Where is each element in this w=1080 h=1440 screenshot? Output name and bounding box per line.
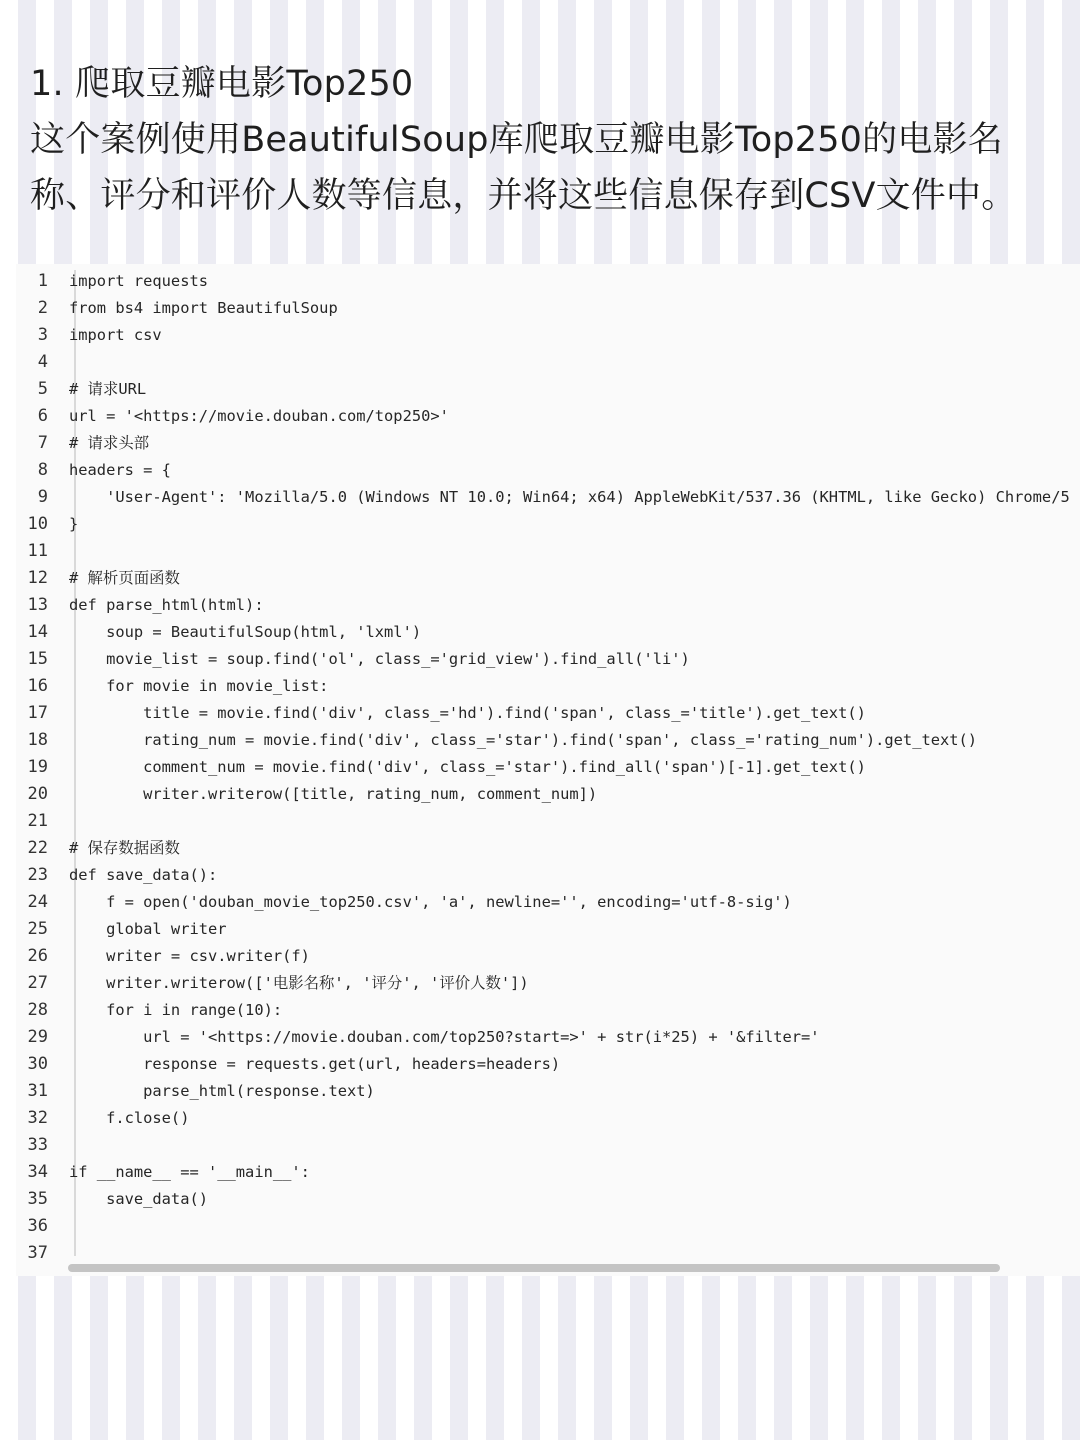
code-text: parse_html(response.text) [69,1082,375,1100]
line-number: 3 [37,325,48,345]
code-line [16,349,1080,376]
code-line [16,1213,1080,1240]
code-text: def save_data(): [69,866,218,884]
code-text: writer = csv.writer(f) [69,947,310,965]
code-text: writer.writerow([title, rating_num, comment_num]) [69,785,598,803]
line-number: 22 [27,838,48,858]
code-text: rating_num = movie.find('div', class_='star').find('span', class_='rating_num').get_text() [69,731,978,749]
code-text: soup = BeautifulSoup(html, 'lxml') [69,623,422,641]
code-line [16,1024,1080,1051]
code-line [16,862,1080,889]
line-number: 28 [27,1000,48,1020]
code-text: import csv [69,326,162,344]
line-number: 8 [37,460,48,480]
code-line [16,646,1080,673]
line-number: 15 [27,649,48,669]
line-number: 5 [37,379,48,399]
code-text: f.close() [69,1109,190,1127]
code-text: response = requests.get(url, headers=headers) [69,1055,561,1073]
scrollbar-thumb[interactable] [68,1264,1000,1272]
code-text: import requests [69,272,208,290]
line-number: 31 [27,1081,48,1101]
code-line [16,1159,1080,1186]
code-line [16,430,1080,457]
description-line-1: 这个案例使用BeautifulSoup库爬取豆瓣电影Top250的电影名 [30,120,1003,160]
line-number: 6 [37,406,48,426]
code-text: # 请求头部 [69,434,150,452]
code-line [16,403,1080,430]
code-text: # 解析页面函数 [69,569,180,587]
code-text: f = open('douban_movie_top250.csv', 'a', newline='', encoding='utf-8-sig') [69,893,792,911]
line-number: 26 [27,946,48,966]
code-text: url = '<https://movie.douban.com/top250?start=>' + str(i*25) + '&filter=' [69,1028,820,1046]
code-line [16,673,1080,700]
description-line-2: 称、评分和评价人数等信息，并将这些信息保存到CSV文件中。 [30,176,1017,216]
code-text: from bs4 import BeautifulSoup [69,299,338,317]
code-line [16,1051,1080,1078]
code-text: if __name__ == '__main__': [69,1163,310,1181]
code-text: 'User-Agent': 'Mozilla/5.0 (Windows NT 10.0; Win64; x64) AppleWebKit/537.36 (KHTML, like Gecko) Chrome/5 [69,488,1070,506]
code-text: for i in range(10): [69,1001,283,1019]
code-line [16,322,1080,349]
code-line [16,538,1080,565]
code-line [16,268,1080,295]
line-number: 30 [27,1054,48,1074]
code-line [16,511,1080,538]
code-text: # 请求URL [69,380,147,398]
line-number: 20 [27,784,48,804]
line-number: 19 [27,757,48,777]
line-number: 24 [27,892,48,912]
code-text: writer.writerow(['电影名称', '评分', '评价人数']) [69,974,529,992]
horizontal-scrollbar[interactable] [68,1264,1008,1274]
code-line [16,916,1080,943]
line-number: 10 [27,514,48,534]
code-text: headers = { [69,461,171,479]
code-line [16,457,1080,484]
code-line [16,619,1080,646]
code-text: def parse_html(html): [69,596,264,614]
code-line [16,1240,1080,1267]
line-number: 34 [27,1162,48,1182]
code-line [16,781,1080,808]
code-text: } [69,515,79,533]
code-text: movie_list = soup.find('ol', class_='grid_view').find_all('li') [69,650,690,668]
code-line [16,808,1080,835]
code-text: for movie in movie_list: [69,677,329,695]
code-line [16,1078,1080,1105]
code-line [16,565,1080,592]
code-line [16,754,1080,781]
line-number: 2 [37,298,48,318]
code-text: title = movie.find('div', class_='hd').find('span', class_='title').get_text() [69,704,866,722]
code-line [16,1132,1080,1159]
line-number: 11 [27,541,48,561]
line-number: 14 [27,622,48,642]
line-number: 33 [27,1135,48,1155]
code-text: save_data() [69,1190,208,1208]
line-number: 36 [27,1216,48,1236]
code-text: # 保存数据函数 [69,839,180,857]
code-line [16,835,1080,862]
code-line [16,997,1080,1024]
line-number: 21 [27,811,48,831]
line-number: 35 [27,1189,48,1209]
code-text: global writer [69,920,227,938]
line-number: 18 [27,730,48,750]
line-number: 13 [27,595,48,615]
line-number: 25 [27,919,48,939]
code-line [16,1186,1080,1213]
line-number: 27 [27,973,48,993]
code-line [16,889,1080,916]
code-line [16,727,1080,754]
line-number: 9 [37,487,48,507]
code-line [16,376,1080,403]
line-number: 29 [27,1027,48,1047]
line-number: 23 [27,865,48,885]
section-title: 1. 爬取豆瓣电影Top250 [30,64,414,104]
code-line [16,1105,1080,1132]
code-text: comment_num = movie.find('div', class_='star').find_all('span')[-1].get_text() [69,758,866,776]
code-line [16,295,1080,322]
code-line [16,700,1080,727]
line-number: 4 [37,352,48,372]
line-number: 17 [27,703,48,723]
code-lines[interactable] [16,268,1080,1267]
code-line [16,943,1080,970]
code-line [16,970,1080,997]
code-text: url = '<https://movie.douban.com/top250>' [69,407,449,425]
code-line [16,592,1080,619]
line-number: 12 [27,568,48,588]
line-number: 7 [37,433,48,453]
line-number: 16 [27,676,48,696]
code-block[interactable] [16,264,1080,1276]
article-heading [30,56,1040,224]
code-line [16,484,1080,511]
line-number: 1 [37,271,48,291]
line-number: 32 [27,1108,48,1128]
line-number: 37 [27,1243,48,1263]
